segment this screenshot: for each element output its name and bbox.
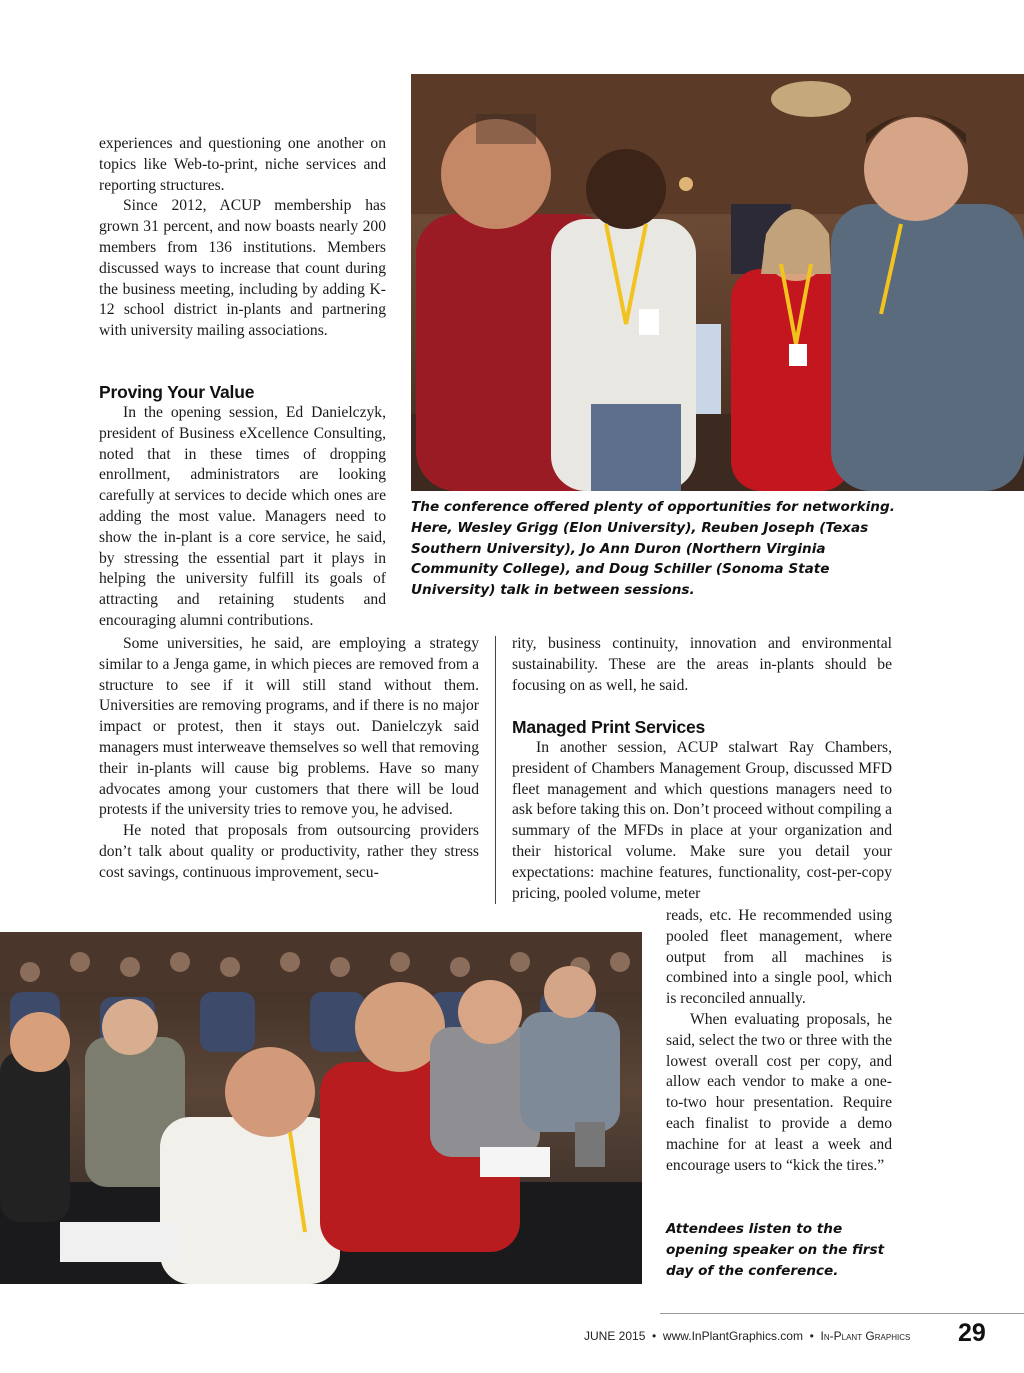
column1-lower	[99, 634, 479, 884]
footer-publication: In-Plant Graphics	[820, 1329, 911, 1343]
footer-bullet-1: •	[652, 1329, 657, 1343]
column-divider	[495, 636, 496, 904]
footer	[584, 1322, 956, 1350]
paragraph-intro-2: Since 2012, ACUP membership has grown 31 percent, and now boasts nearly 200 members from 136 institutions. Members discussed ways to increase that count during the business meeting, including by adding K-12 school district in-plants and partnering with university mailing associations.	[99, 197, 386, 340]
footer-url[interactable]: www.InPlantGraphics.com	[662, 1329, 803, 1343]
caption-audience: Attendees listen to the opening speaker on the first day of the conference.	[666, 1221, 885, 1279]
column1-upper	[99, 134, 386, 342]
footer-bullet-2: •	[809, 1329, 814, 1343]
page-number: 29	[958, 1319, 986, 1347]
column2-upper	[512, 634, 892, 696]
photo-audience	[0, 932, 642, 1284]
networking-illustration	[411, 74, 1024, 491]
paragraph-continued: rity, business continuity, innovation and environmental sustainability. These are the areas in-plants should be focusing on as well, he said.	[512, 635, 892, 694]
paragraph-intro-1: experiences and questioning one another on topics like Web-to-print, niche services and reporting structures.	[99, 135, 386, 194]
paragraph-managed-1a: In another session, ACUP stalwart Ray Chambers, president of Chambers Management Group, discussed MFD fleet management and which questions managers need to ask before taking this on. Don’t proceed without compiling a summary of the MFDs in place at your organization and their historical volume. Make sure you detail your expectations: machine features, functionality, cost-per-copy pricing, pooled volume, meter	[512, 739, 892, 902]
proving-body	[99, 403, 386, 632]
paragraph-managed-1b: reads, etc. He recommended using pooled fleet management, where output from all machines is combined into a single pool, which is reconciled annually.	[666, 907, 892, 1008]
footer-date: JUNE 2015	[584, 1329, 646, 1343]
column2-lower	[666, 906, 892, 1176]
audience-illustration	[0, 932, 642, 1284]
heading-proving-your-value: Proving Your Value	[99, 382, 255, 402]
paragraph-proving-1: In the opening session, Ed Danielczyk, president of Business eXcellence Consulting, noted that in these times of dropping enrollment, administrators are looking carefully at services to decide which ones are adding the most value. Managers need to show the in-plant is a core service, he said, by stressing the essential part it plays in helping the university fulfill its goals of attracting and retaining students and encouraging alumni contributions.	[99, 404, 386, 629]
photo-networking	[411, 74, 1024, 491]
section-managed	[512, 716, 892, 904]
heading-managed-print-services: Managed Print Services	[512, 717, 706, 737]
paragraph-proving-3: He noted that proposals from outsourcing providers don’t talk about quality or productivity, rather they stress cost savings, continuous improvement, secu-	[99, 822, 479, 881]
footer-rule	[660, 1313, 1024, 1314]
caption-networking: The conference offered plenty of opportunities for networking. Here, Wesley Grigg (Elon University), Reuben Joseph (Texas Southern University), Jo Ann Duron (Northern Virginia Community College), and Doug Schiller (Sonoma State University) talk in between sessions.	[411, 499, 895, 599]
paragraph-proving-2: Some universities, he said, are employing a strategy similar to a Jenga game, in which pieces are removed from a structure to see if it will still stand without them. Universities are removing programs, and if there is no major impact or protest, then it stays out. Danielczyk said managers must interweave themselves so well that removing their in-plants will cause big problems. Have so many advocates among your customers that there will be loud protests if the university tries to remove you, he advised.	[99, 635, 479, 819]
managed-body	[512, 738, 892, 904]
section-proving	[99, 381, 386, 632]
paragraph-managed-2: When evaluating proposals, he said, select the two or three with the lowest overall cost per copy, and allow each vendor to make a one-to-two hour presentation. Require each finalist to provide a demo machine for at least a week and encourage users to “kick the tires.”	[666, 1010, 892, 1174]
